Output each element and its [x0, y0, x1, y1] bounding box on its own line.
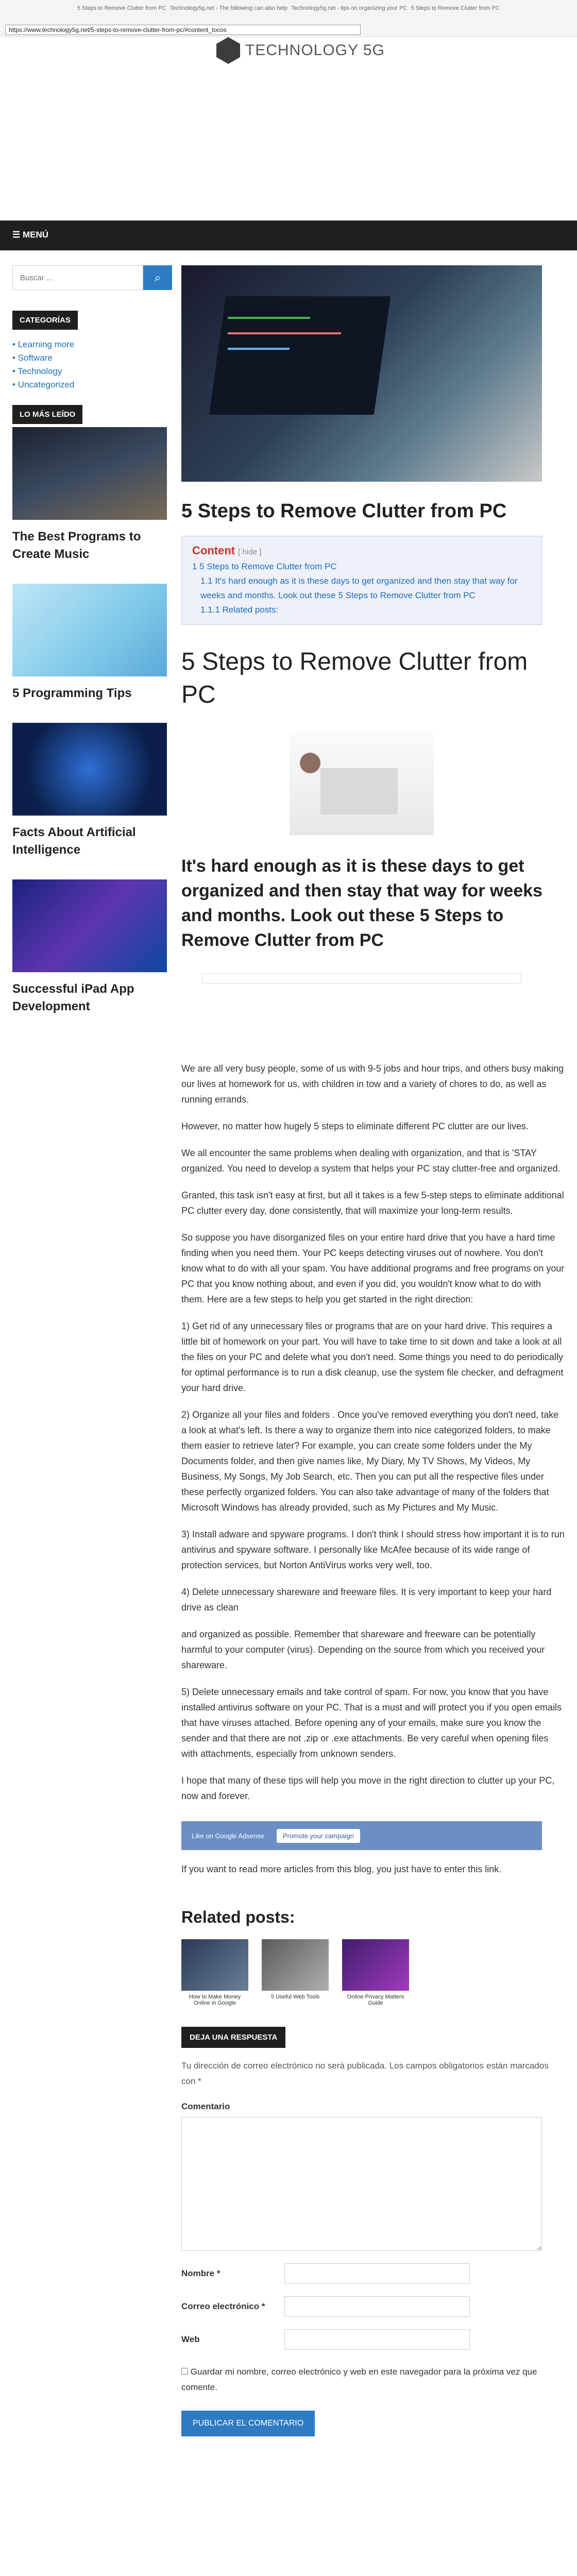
toc-item[interactable]: 1 5 Steps to Remove Clutter from PC — [192, 562, 337, 571]
browser-bar — [0, 0, 577, 37]
site-name: TECHNOLOGY 5G — [245, 42, 385, 59]
related-posts — [181, 1908, 565, 2006]
browser-tab[interactable]: 5 Steps to Remove Clutter from PC — [411, 5, 500, 11]
article-lead: It's hard enough as it is these days to get organized and then stay that way for weeks and months. Look out these 5 Steps to Remove Clutter from PC — [181, 856, 542, 950]
main-content — [181, 265, 565, 2436]
paragraph: 4) Delete unnecessary shareware and freeware files. It is very important to keep your hard drive as clean — [181, 1587, 552, 1613]
paragraph: If you want to read more articles from this blog, you just have to enter this link. — [181, 1864, 502, 1874]
toc-item[interactable]: 1.1 It's hard enough as it is these days to get organized and then stay that way for weeks and months. Look out these 5 Steps to Remove Clutter from PC — [200, 576, 518, 600]
web-label: Web — [181, 2334, 200, 2344]
save-info-label: Guardar mi nombre, correo electrónico y web en este navegador para la próxima vez que comente. — [181, 2367, 537, 2392]
post-title[interactable]: 5 Programming Tips — [12, 686, 132, 700]
sidebar — [12, 265, 172, 1015]
article-heading: 5 Steps to Remove Clutter from PC — [181, 648, 528, 708]
post-title[interactable]: The Best Programs to Create Music — [12, 530, 141, 561]
search-icon: ⌕ — [154, 271, 161, 284]
email-label: Correo electrónico * — [181, 2301, 265, 2311]
related-item[interactable] — [342, 1939, 409, 2006]
submit-comment-button[interactable]: PUBLICAR EL COMENTARIO — [181, 2411, 315, 2436]
table-of-contents — [181, 536, 542, 625]
post-title[interactable]: Successful iPad App Development — [12, 982, 134, 1013]
related-item-title[interactable]: How to Make Money Online in Google — [189, 1994, 241, 2006]
related-item-title[interactable]: Online Privacy Matters Guide — [347, 1994, 404, 2006]
reply-note: Tu dirección de correo electrónico no será publicada. Los campos obligatorios están marcados con * — [181, 2061, 549, 2086]
category-link[interactable]: Technology — [18, 366, 62, 376]
search-input[interactable] — [12, 265, 143, 290]
save-info-checkbox[interactable] — [181, 2368, 188, 2375]
comment-field[interactable] — [181, 2117, 542, 2251]
category-link[interactable]: Learning more — [18, 340, 75, 349]
categories-list — [12, 338, 172, 392]
categories-title: CATEGORÍAS — [12, 311, 78, 330]
reply-title: DEJA UNA RESPUESTA — [181, 2027, 285, 2048]
ad-text: Like on Google Adsense — [192, 1832, 264, 1840]
browser-tab[interactable]: Technology5g.net - tips on organizing your PC — [291, 5, 408, 11]
paragraph: 1) Get rid of any unnecessary files or programs that are on your hard drive. This requires a little bit of homework on your part. You will have to take time to sit down and take a look at all the files on your PC and delete what you don't need. Some things you need to do periodically for optimal performance is to run a disk cleanup, use the system file checker, and defragment your hard drive. — [181, 1321, 564, 1393]
post-thumbnail[interactable] — [12, 584, 167, 676]
popular-title: LO MÁS LEÍDO — [12, 405, 82, 424]
email-field[interactable] — [284, 2296, 470, 2317]
article-body — [181, 1061, 565, 1804]
post-thumbnail[interactable] — [12, 723, 167, 816]
toc-item[interactable]: 1.1.1 Related posts: — [200, 605, 279, 615]
category-link[interactable]: Software — [18, 353, 53, 363]
paragraph: 5) Delete unnecessary emails and take control of spam. For now, you know that you have installed antivirus software on your PC. That is a must and will protect you if you open emails that have viruses attached. Before opening any of your emails, make sure you know the sender and that there are not .zip or .exe attachments. Be very careful when opening files with attachments, especially from unknown senders. — [181, 1687, 562, 1759]
article-image — [290, 732, 434, 835]
page-title: 5 Steps to Remove Clutter from PC — [181, 500, 507, 522]
related-item[interactable] — [262, 1939, 329, 2006]
post-thumbnail[interactable] — [12, 879, 167, 972]
toc-heading: Content — [192, 544, 235, 557]
menu-toggle[interactable]: ☰ MENÚ — [0, 221, 577, 250]
search-form — [12, 265, 172, 290]
post-title[interactable]: Facts About Artificial Intelligence — [12, 825, 136, 857]
browser-tabs — [77, 5, 500, 11]
logo-icon — [216, 37, 240, 64]
paragraph: 2) Organize all your files and folders . Once you've removed everything you don't need, take a look at what's left. Is there a way to organize them into nice categorized folders, to make them easier to retrieve later? For example, you can create some folders under the My Documents folder, and then give names like, My Diary, My TV Shows, My Videos, My Business, My Songs, My Job Search, etc. Then you can put all the respective files under these perfectly organized folders. You can also take advantage of many of the folders that Microsoft Windows has already provided, such as My Pictures and My Music. — [181, 1410, 559, 1513]
name-field[interactable] — [284, 2263, 470, 2284]
comment-label: Comentario — [181, 2102, 230, 2111]
paragraph: 3) Install adware and spyware programs. I don't think I should stress how important it is to run antivirus and spyware software. I personally like McAfee because of its wide range of protection services, but Norton AntiVirus works very well, too. — [181, 1529, 565, 1570]
toc-hide-toggle[interactable]: [ hide ] — [238, 548, 262, 556]
related-title: Related posts: — [181, 1908, 295, 1926]
category-link[interactable]: Uncategorized — [18, 380, 75, 389]
comment-form — [181, 2027, 565, 2436]
search-button[interactable] — [143, 265, 172, 290]
hero-image — [181, 265, 542, 482]
related-item[interactable] — [181, 1939, 248, 2006]
browser-tab[interactable]: Technology5g.net - The following can also help — [169, 5, 288, 11]
image-placeholder — [202, 973, 521, 984]
name-label: Nombre * — [181, 2268, 220, 2278]
paragraph: I hope that many of these tips will help you move in the right direction to clutter up your PC, now and forever. — [181, 1775, 555, 1801]
laptop-screen — [209, 296, 391, 415]
paragraph: and organized as possible. Remember that shareware and freeware can be potentially harmful to your computer (virus). Depending on the source from which you received your shareware. — [181, 1629, 545, 1670]
url-bar[interactable]: https://www.technology5g.net/5-steps-to-remove-clutter-from-pc/#content_tocos — [5, 25, 361, 35]
paragraph: Granted, this task isn't easy at first, but all it takes is a few 5-step steps to eliminate additional PC clutter every day, done consistently, that will maximize your long-term results. — [181, 1190, 564, 1216]
browser-tab[interactable]: 5 Steps to Remove Clutter from PC — [77, 5, 166, 11]
related-item-title[interactable]: 5 Useful Web Tools — [270, 1994, 320, 2000]
paragraph: So suppose you have disorganized files on your entire hard drive that you have a hard time finding when you need them. Your PC keeps detecting viruses out of nowhere. You don't know what to do with all your spam. You have additional programs and free programs on your PC that you know nothing about, and even if you did, you wouldn't know what to do with them. Here are a few steps to help you get started in the right direction: — [181, 1232, 565, 1304]
post-thumbnail[interactable] — [12, 427, 167, 520]
paragraph: However, no matter how hugely 5 steps to eliminate different PC clutter are our lives. — [181, 1121, 529, 1131]
ad-banner[interactable] — [181, 1821, 542, 1850]
ad-button[interactable]: Promote your campaign — [277, 1829, 360, 1843]
paragraph: We all encounter the same problems when dealing with organization, and that is 'STAY organized. You need to develop a system that helps your PC stay clutter-free and organized. — [181, 1148, 561, 1174]
web-field[interactable] — [284, 2329, 470, 2350]
site-logo[interactable] — [216, 37, 385, 64]
paragraph: We are all very busy people, some of us with 9-5 jobs and hour trips, and others busy making our lives at homework for us, with children in tow and a variety of chores to do, as well as running errands. — [181, 1063, 564, 1105]
